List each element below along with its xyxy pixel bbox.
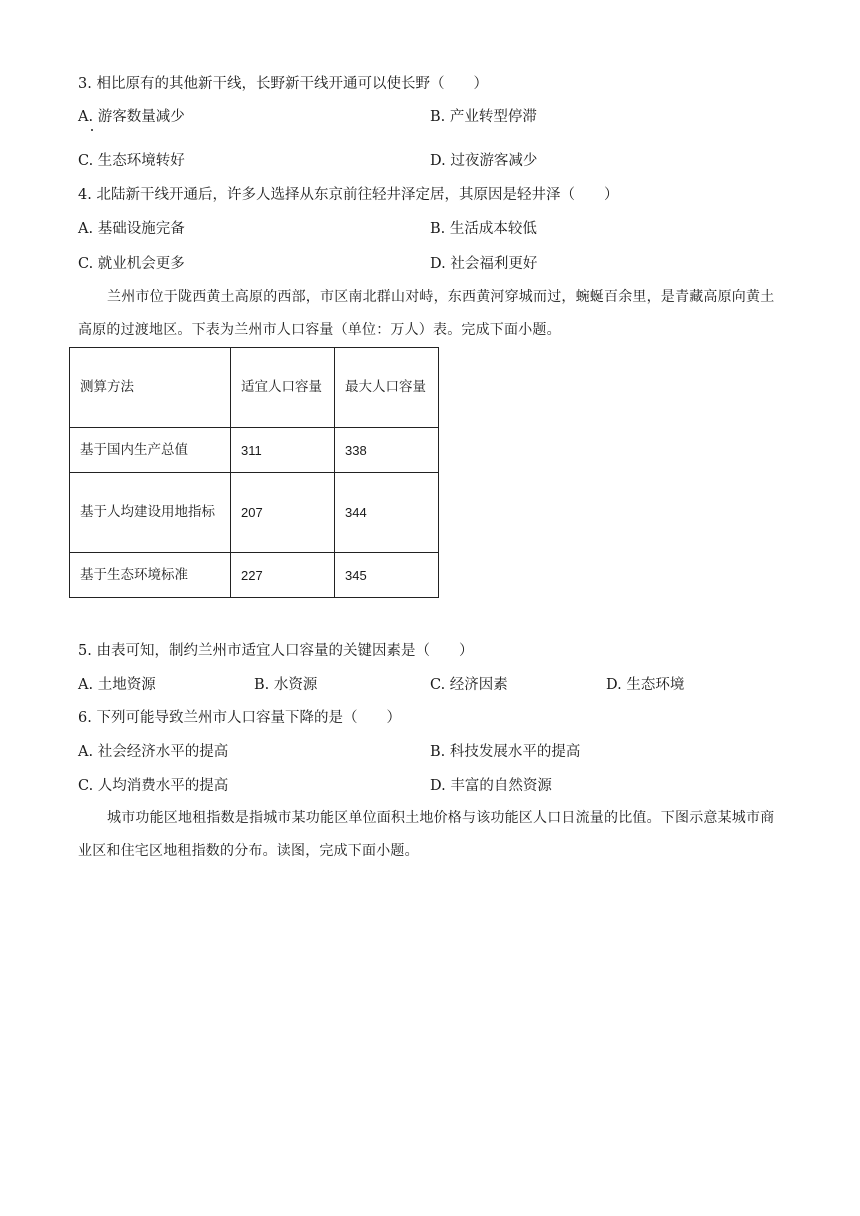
question-5-option-d: D. 生态环境	[606, 677, 685, 693]
question-3-option-c: C. 生态环境转好	[78, 153, 185, 169]
passage-lanzhou: 兰州市位于陇西黄土高原的西部，市区南北群山对峙，东西黄河穿城而过，蜿蜒百余里，是青藏高原向黄土高原的过渡地区。下表为兰州市人口容量（单位：万人）表。完成下面小题。	[78, 289, 775, 338]
question-6-option-d: D. 丰富的自然资源	[430, 778, 552, 794]
row-max: 338	[335, 428, 439, 473]
row-suitable: 207	[231, 473, 335, 553]
table-row	[70, 473, 439, 553]
passage-land-rent: 城市功能区地租指数是指城市某功能区单位面积土地价格与该功能区人口日流量的比值。下图示意某城市商业区和住宅区地租指数的分布。读图，完成下面小题。	[78, 810, 775, 859]
question-6-option-a: A. 社会经济水平的提高	[78, 744, 229, 760]
question-4-option-d: D. 社会福利更好	[430, 256, 538, 272]
question-5-option-b: B. 水资源	[254, 677, 318, 693]
question-3-option-a: A. 游客数量减少	[78, 109, 185, 125]
question-5-option-a: A. 土地资源	[78, 677, 156, 693]
table-row	[70, 553, 439, 598]
question-6-option-b: B. 科技发展水平的提高	[430, 744, 581, 760]
question-5-stem: 5. 由表可知，制约兰州市适宜人口容量的关键因素是（ ）	[78, 643, 474, 659]
question-6-option-c: C. 人均消费水平的提高	[78, 778, 229, 794]
row-max: 344	[335, 473, 439, 553]
question-4-option-a: A. 基础设施完备	[78, 221, 185, 237]
row-method: 基于人均建设用地指标	[70, 473, 231, 553]
table-row	[70, 428, 439, 473]
row-method: 基于生态环境标准	[70, 553, 231, 598]
mark-dot	[91, 129, 93, 131]
population-capacity-table	[69, 347, 439, 598]
question-6-stem: 6. 下列可能导致兰州市人口容量下降的是（ ）	[78, 710, 401, 726]
row-max: 345	[335, 553, 439, 598]
question-3-option-b: B. 产业转型停滞	[430, 109, 537, 125]
header-suitable: 适宜人口容量	[231, 348, 335, 428]
question-3-stem: 3. 相比原有的其他新干线，长野新干线开通可以使长野（ ）	[78, 76, 488, 92]
question-5-option-c: C. 经济因素	[430, 677, 508, 693]
row-suitable: 311	[231, 428, 335, 473]
question-3-option-d: D. 过夜游客减少	[430, 153, 538, 169]
header-max: 最大人口容量	[335, 348, 439, 428]
row-suitable: 227	[231, 553, 335, 598]
row-method: 基于国内生产总值	[70, 428, 231, 473]
table-header-row	[70, 348, 439, 428]
header-method: 测算方法	[70, 348, 231, 428]
question-4-stem: 4. 北陆新干线开通后，许多人选择从东京前往轻井泽定居，其原因是轻井泽（ ）	[78, 187, 619, 203]
question-4-option-b: B. 生活成本较低	[430, 221, 537, 237]
question-4-option-c: C. 就业机会更多	[78, 256, 185, 272]
